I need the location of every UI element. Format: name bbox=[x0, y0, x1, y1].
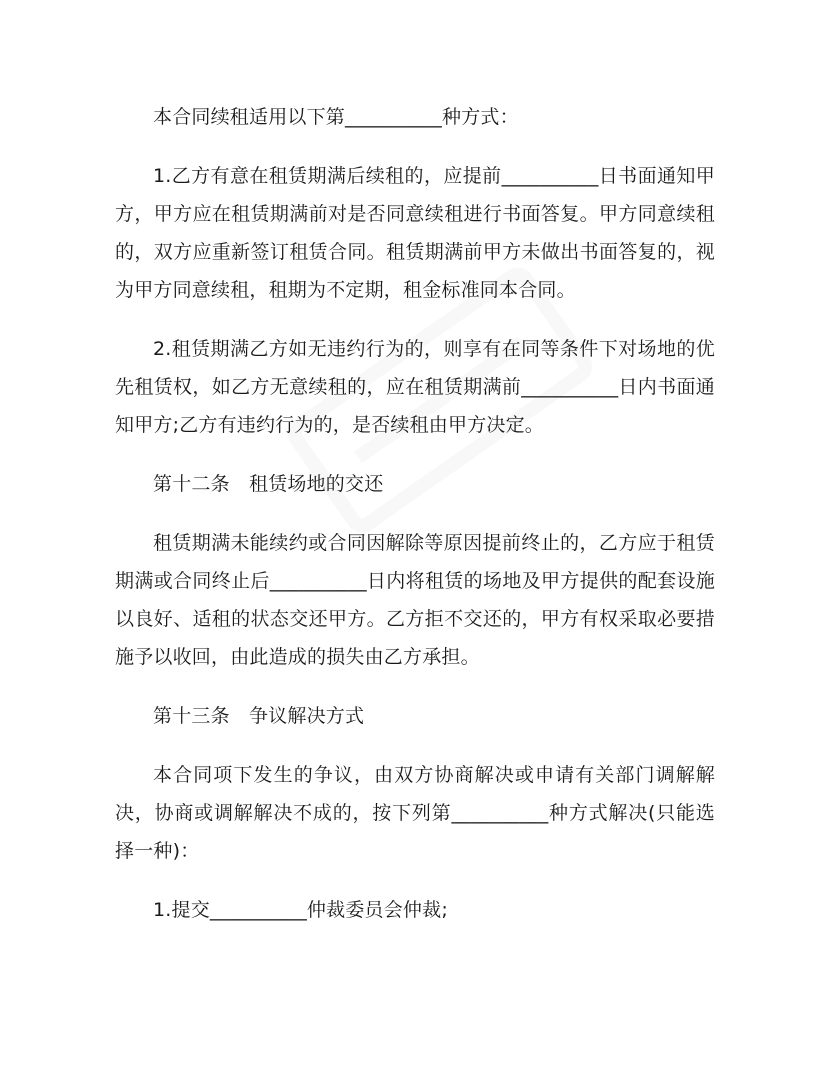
section-heading-article-12: 第十二条 租赁场地的交还 bbox=[153, 473, 384, 495]
paragraph-arbitration-option-1: 1.提交__________仲裁委员会仲裁; bbox=[153, 899, 448, 921]
section-heading-article-13: 第十三条 争议解决方式 bbox=[153, 705, 365, 727]
paragraph-renewal-option-2: 2.租赁期满乙方如无违约行为的，则享有在同等条件下对场地的优先租赁权，如乙方无意续租的，应在租赁期满前__________日内书面通知甲方;乙方有违约行为的，是否续租由甲方决定。 bbox=[115, 338, 715, 436]
paragraph-renewal-option-1: 1.乙方有意在租赁期满后续租的，应提前__________日书面通知甲方，甲方应在租赁期满前对是否同意续租进行书面答复。甲方同意续租的，双方应重新签订租赁合同。租赁期满前甲方未做出书面答复的，视为甲方同意续租，租期为不定期，租金标准同本合同。 bbox=[115, 165, 715, 301]
paragraph-dispute-resolution: 本合同项下发生的争议，由双方协商解决或申请有关部门调解解决，协商或调解解决不成的，按下列第__________种方式解决(只能选择一种)： bbox=[115, 764, 715, 862]
paragraph-return-of-premises: 租赁期满未能续约或合同因解除等原因提前终止的，乙方应于租赁期满或合同终止后__________日内将租赁的场地及甲方提供的配套设施以良好、适租的状态交还甲方。乙方拒不交还的，甲方有权采取必要措施予以收回，由此造成的损失由乙方承担。 bbox=[115, 532, 715, 668]
document-body bbox=[115, 98, 715, 929]
paragraph-renewal-method: 本合同续租适用以下第__________种方式： bbox=[153, 106, 519, 128]
